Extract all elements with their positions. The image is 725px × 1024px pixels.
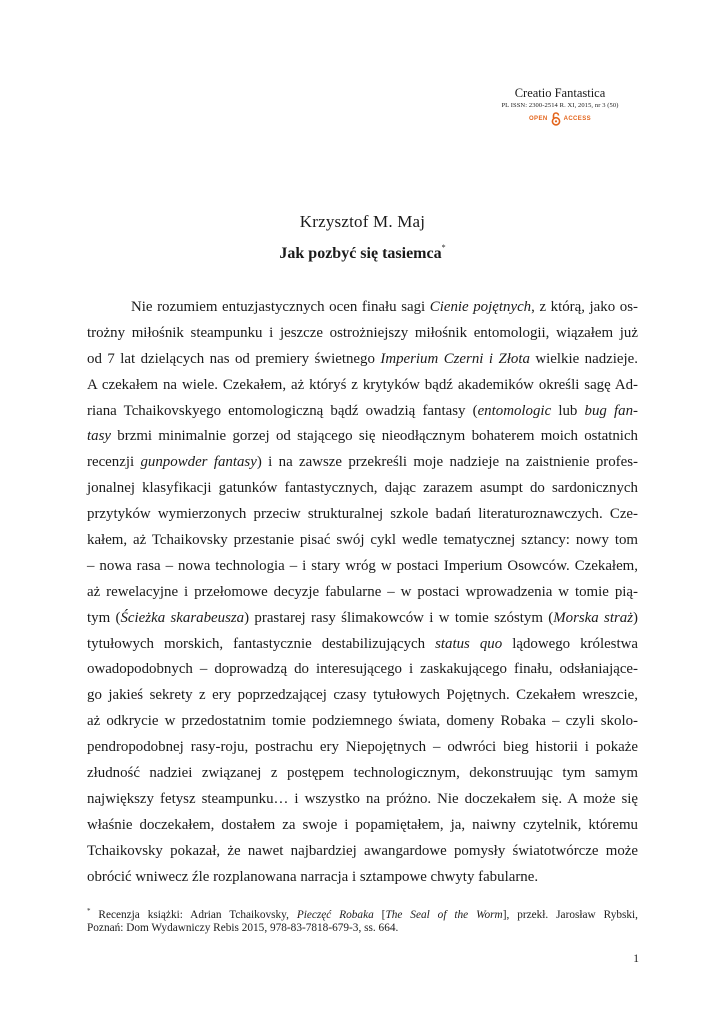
body-line: aż odkrycie w przedostatnim tomie podziemnego świata, domeny Robaka – czyli skolo- bbox=[87, 713, 638, 730]
body-line: A czekałem na wiele. Czekałem, aż któryś z krytyków bądź akademików określi sagę Ad- bbox=[87, 376, 638, 393]
body-line: największy fetysz steampunku… i wszystko na próżno. Nie doczekałem się. A może się bbox=[87, 790, 638, 807]
body-line: tasy brzmi minimalnie gorzej od stającego się nieodłącznym bohaterem moich ostatnich bbox=[87, 428, 638, 445]
body-line: owadopodobnych – doprowadzą do interesującego i zaskakującego finału, odsłaniające- bbox=[87, 661, 638, 678]
body-line: pendropodobnej rasy-roju, postrachu ery Niepojętnych – odwróci bieg historii i pokaże bbox=[87, 739, 638, 756]
title-footnote-mark: * bbox=[441, 243, 446, 252]
article-author: Krzysztof M. Maj bbox=[299, 212, 426, 231]
body-line: złudność nadziei związanej z postępem technologicznym, dekonstruując tym samym bbox=[87, 765, 638, 782]
footnote bbox=[87, 903, 638, 937]
body-line: jonalnej klasyfikacji gatunków fantastycznych, dając zarazem asumpt do sardonicznych bbox=[87, 480, 638, 497]
body-line: riana Tchaikovskyego entomologiczną bądź owadzią fantasy (entomologic lub bug fan- bbox=[87, 402, 639, 419]
body-line: aż rewelacyjne i przełomowe decyzje fabularne – w postaci wprowadzenia w tomie pią- bbox=[87, 583, 638, 600]
body-line: kałem, aż Tchaikovsky przestanie pisać swój cykl wedle tematycznej sztancy: nowy tom bbox=[87, 532, 638, 549]
article-title-text: Jak pozbyć się tasiemca bbox=[279, 245, 442, 262]
body-line: obrócić wniwecz źle rozplanowana narracja i sztampowe chwyty fabularne. bbox=[87, 868, 539, 885]
open-access-logo bbox=[470, 112, 650, 126]
open-access-label-right: ACCESS bbox=[563, 116, 591, 122]
footnote-mark: * bbox=[87, 907, 91, 915]
body-line: od 7 lat dzielących nas od premiery świetnego Imperium Czerni i Złota wielkie nadzieje. bbox=[87, 350, 638, 367]
open-access-label-left: OPEN bbox=[528, 116, 548, 122]
open-access-lock-icon bbox=[551, 112, 561, 126]
footnote-line: * Recenzja książki: Adrian Tchaikovsky, Pieczęć Robaka [The Seal of the Worm], przekł. Jarosław Rybski, bbox=[87, 907, 638, 921]
body-line: właśnie doczekałem, dostałem za swoje i popamiętałem, ja, naiwny czytelnik, któremu bbox=[87, 816, 638, 833]
journal-header bbox=[470, 86, 650, 126]
footnote-line: Poznań: Dom Wydawniczy Rebis 2015, 978-83-7818-679-3, ss. 664. bbox=[87, 922, 399, 934]
body-line: Tchaikovsky pokazał, że nawet najbardziej awangardowe pomysły światotwórcze może bbox=[87, 842, 638, 859]
article-title bbox=[0, 243, 725, 263]
issn-line: PL ISSN: 2300-2514 R. XI, 2015, nr 3 (50) bbox=[501, 102, 619, 109]
body-line: Nie rozumiem entuzjastycznych ocen finału sagi Cienie pojętnych, z którą, jako os- bbox=[131, 299, 638, 315]
body-line: go jakieś sekrety z ery poprzedzającej czasy tytułowych Pojętnych. Czekałem wreszcie, bbox=[87, 687, 638, 704]
body-line: – nowa rasa – nowa technologia – i stary wróg w postaci Imperium Osowców. Czekałem, bbox=[87, 557, 638, 574]
body-line: trożny miłośnik steampunku i jeszcze ostrożniejszy miłośnik entomologii, wiązałem już bbox=[87, 324, 638, 341]
page-number: 1 bbox=[633, 953, 639, 965]
body-line: przytyków wymierzonych przeciw strukturalnej szkole badań literaturoznawczych. Cze- bbox=[87, 506, 638, 523]
body-line: recenzji gunpowder fantasy) i na zawsze przekreśli moje nadzieje na zaistnienie profes- bbox=[87, 454, 639, 471]
article-body bbox=[87, 295, 638, 890]
body-line: tym (Ścieżka skarabeusza) prastarej rasy ślimakowców i w tomie szóstym (Morska straż) bbox=[87, 609, 638, 626]
body-line: tytułowych morskich, fantastycznie destabilizujących status quo lądowego królestwa bbox=[87, 635, 638, 652]
journal-name: Creatio Fantastica bbox=[514, 86, 606, 100]
